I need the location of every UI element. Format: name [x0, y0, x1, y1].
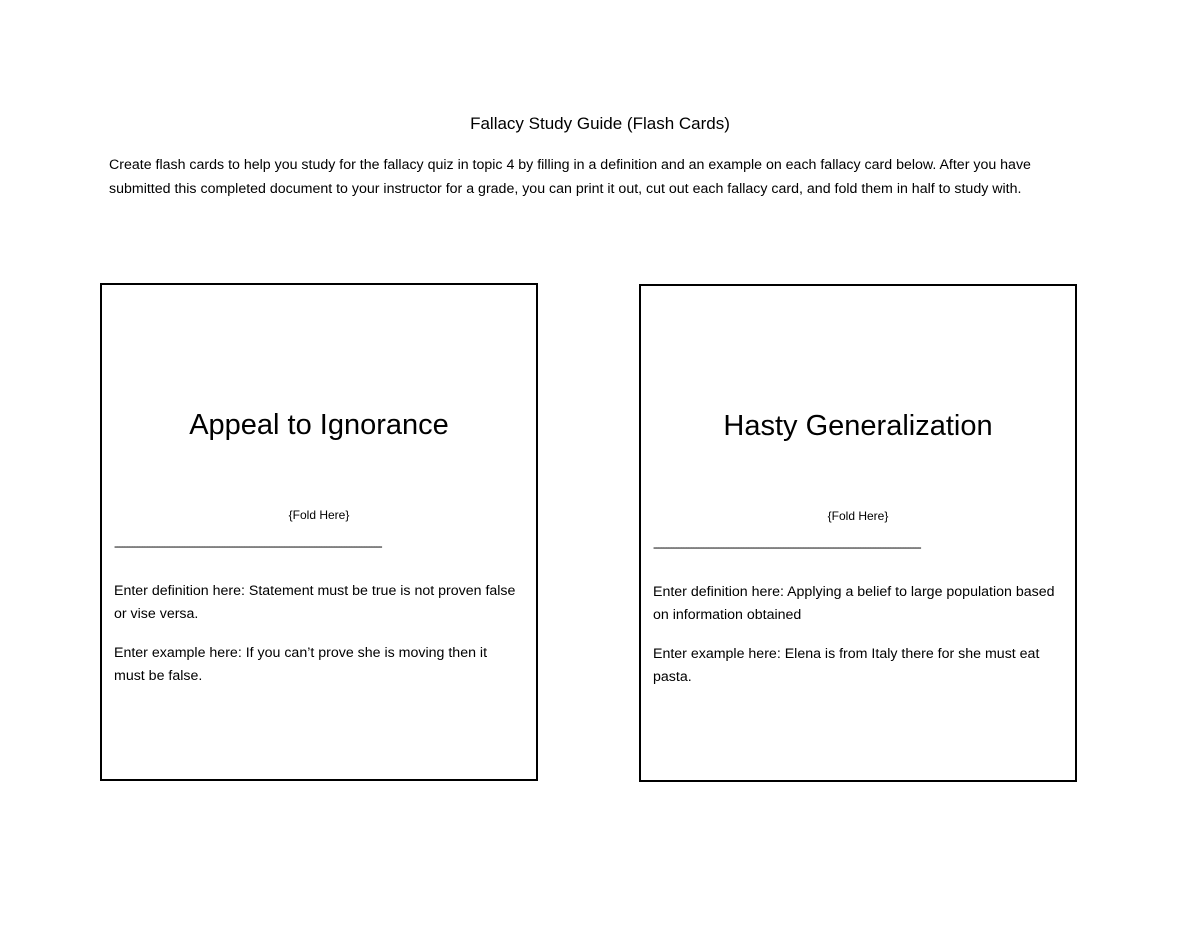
card-example: Enter example here: Elena is from Italy there for she must eat pasta.	[653, 646, 1040, 685]
card-title: Appeal to Ignorance	[189, 409, 449, 441]
card-definition: Enter definition here: Applying a belief to large population based on information obtained	[653, 584, 1055, 623]
fold-line: -----------------------------------------------------------------------------------------------------------	[653, 541, 921, 553]
instructions-paragraph: Create flash cards to help you study for the fallacy quiz in topic 4 by filling in a definition and an example on each fallacy card below. After you have submitted this completed document to your instructor for a grade, you can print it out, cut out each fallacy card, and fold them in half to study with.	[109, 157, 1031, 197]
fold-label: {Fold Here}	[827, 509, 889, 523]
flash-card-appeal-to-ignorance	[100, 283, 538, 781]
flash-card-hasty-generalization	[639, 284, 1077, 782]
card-title: Hasty Generalization	[723, 410, 993, 442]
card-definition: Enter definition here: Statement must be true is not proven false or vise versa.	[114, 583, 516, 622]
card-example: Enter example here: If you can’t prove she is moving then it must be false.	[114, 645, 488, 684]
document-title: Fallacy Study Guide (Flash Cards)	[470, 114, 730, 133]
fold-label: {Fold Here}	[288, 508, 350, 522]
fold-line: -----------------------------------------------------------------------------------------------------------	[114, 540, 382, 552]
